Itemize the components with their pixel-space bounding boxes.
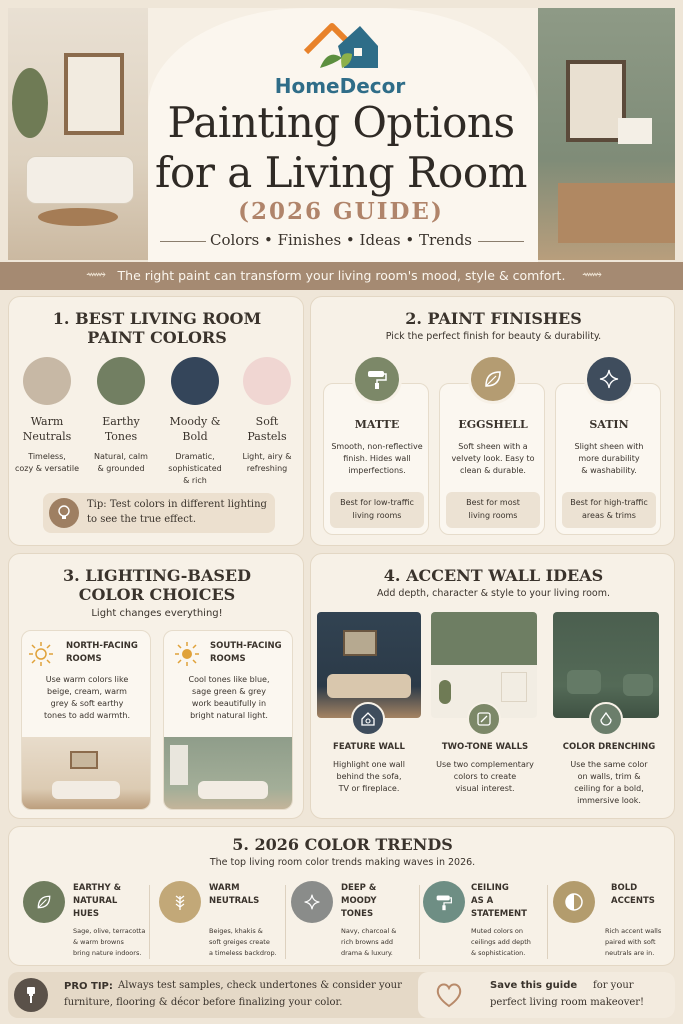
room-heading: ROOMS [210,654,246,664]
finish-desc: & washability. [581,466,637,475]
swatch [11,355,83,495]
lighting-subtitle: Light changes everything! [91,608,223,619]
swatch [231,355,303,495]
finish-desc: Soft sheen with a [458,442,528,451]
tagline-divider-right [478,241,524,242]
finishes-card [310,296,675,546]
finish-desc: velvety look. Easy to [451,454,535,463]
north-room-box [21,630,151,810]
finish-eggshell [439,383,545,535]
sparkle-icon [584,354,634,404]
accent-name: FEATURE WALL [333,742,405,752]
color-swatch [97,357,145,405]
accent-title: 4. ACCENT WALL IDEAS [383,566,604,585]
trend-desc: & warm browns [73,938,124,946]
finish-desc: Slight sheen with [574,442,644,451]
tagline: Colors • Finishes • Ideas • Trends [209,231,472,249]
north-room-photo [22,737,151,810]
finishes-subtitle: Pick the perfect finish for beauty & durability. [385,331,602,342]
finish-satin [555,383,661,535]
best-for-text: living rooms [352,511,402,520]
accent-desc: ceiling for a bold, [574,784,644,793]
accent-desc: on walls, trim & [577,772,641,781]
swatch-desc: cozy & versatile [14,464,80,473]
trend-heading: HUES [73,909,99,919]
best-for-text: Best for low-traffic [340,498,414,507]
wheat-icon [159,881,201,923]
trend-item [151,877,281,965]
page-title-line2: for a Living Room [155,148,527,197]
best-for-text: areas & trims [582,511,636,520]
trend-desc: & sophistication. [471,949,526,957]
trend-heading: ACCENTS [611,896,655,906]
finish-matte [323,383,429,535]
room-heading: ROOMS [66,654,102,664]
paint-roller-icon [423,881,465,923]
trend-heading: NEUTRALS [209,896,260,906]
edit-icon [467,702,501,736]
best-for-text: living rooms [468,511,518,520]
accent-subtitle: Add depth, character & style to your living room. [377,588,610,599]
room-heading: SOUTH-FACING [210,641,282,651]
coffee-table [38,208,118,226]
accent-desc: TV or fireplace. [338,784,400,793]
trend-desc: a timeless backdrop. [209,949,277,957]
pro-tip-label: PRO TIP: [64,981,113,992]
trend-heading: CEILING [471,883,509,893]
swatch-desc: & grounded [97,464,145,473]
accent-desc: immersive look. [577,796,641,805]
room-desc: sage green & grey [192,687,266,696]
accent-card [310,553,675,819]
trend-desc: Beiges, khakis & [209,927,263,935]
wall-art [566,60,626,142]
lighting-card [8,553,304,819]
half-circle-icon [553,881,595,923]
colors-title-line2: PAINT COLORS [87,328,227,347]
leaf-icon [468,354,518,404]
save-text: for your [593,980,634,991]
swatch-name: Bold [182,430,208,443]
room-desc: beige, cream, warm [47,687,127,696]
colors-title-line1: 1. BEST LIVING ROOM [52,309,262,328]
accent-desc: Use the same color [570,760,648,769]
color-swatch [243,357,291,405]
finish-desc: Smooth, non-reflective [331,442,423,451]
divider [547,885,548,959]
accent-name: TWO-TONE WALLS [441,742,529,752]
sun-icon [28,641,54,667]
save-box[interactable] [418,972,675,1018]
finish-desc: imperfections. [348,466,406,475]
trend-heading: NATURAL [73,896,118,906]
lightbulb-icon [49,498,79,528]
trend-desc: Sage, olive, terracotta [73,927,146,935]
sparkle-icon [291,881,333,923]
trend-heading: BOLD [611,883,638,893]
swatch-desc: Natural, calm [94,452,148,461]
trends-title: 5. 2026 COLOR TRENDS [232,835,453,854]
best-for-badge [330,492,424,528]
trend-heading: MOODY [341,896,377,906]
trends-card [8,826,675,966]
trend-desc: paired with soft [605,938,656,946]
accent-desc: visual interest. [455,784,515,793]
swatch-name: Soft [255,415,279,428]
save-text: perfect living room makeover! [490,997,645,1008]
swatch [159,355,231,495]
swatch-name: Tones [104,430,138,443]
trend-desc: Navy, charcoal & [341,927,397,935]
divider [419,885,420,959]
lamp [618,118,652,144]
room-desc: grey & soft earthy [50,699,124,708]
color-swatch [171,357,219,405]
tip-box [43,493,275,533]
swatch-desc: Dramatic, [175,452,215,461]
pro-tip-text: furniture, flooring & décor before finalizing your color. [64,997,343,1008]
trend-heading: EARTHY & [73,883,121,893]
leaf-ornament-icon: ⟿ [582,267,603,283]
divider [149,885,150,959]
finish-name: SATIN [589,418,629,431]
trend-desc: neutrals are in. [605,949,655,957]
swatch-desc: Timeless, [28,452,66,461]
room-desc: tones to add warmth. [43,711,131,720]
trend-desc: drama & luxury. [341,949,393,957]
trend-heading: DEEP & [341,883,377,893]
sideboard [558,183,675,243]
swatch-desc: & rich [183,476,207,485]
trend-desc: Rich accent walls [605,927,662,935]
accent-desc: colors to create [453,772,517,781]
plant [12,68,48,138]
room-desc: bright natural light. [190,711,268,720]
banner [0,262,683,290]
room-desc: Cool tones like blue, [188,675,270,684]
trend-desc: rich browns add [341,938,393,946]
finish-name: MATTE [354,418,400,431]
heart-icon [434,981,464,1009]
accent-desc: Use two complementary [436,760,534,769]
colors-card [8,296,304,546]
trend-desc: ceilings add depth [471,938,531,946]
accent-desc: Highlight one wall [333,760,405,769]
tagline-divider-left [160,241,206,242]
trend-desc: soft greiges create [209,938,270,946]
trend-item [287,877,417,965]
swatch-name: Earthy [102,415,140,428]
footer-bar [8,972,675,1018]
leaf-ornament-icon: ⟿ [86,267,107,283]
room-desc: work beautifully in [191,699,267,708]
finish-desc: clean & durable. [460,466,526,475]
swatch-desc: refreshing [246,464,288,473]
page-title-line1: Painting Options [167,98,515,147]
trend-item [421,877,551,965]
swatch-name: Warm [30,415,64,428]
lighting-title-line1: 3. LIGHTING-BASED [63,566,251,585]
divider [285,885,286,959]
best-for-text: Best for high-traffic [570,498,648,507]
paint-brush-icon [14,978,48,1012]
banner-text: The right paint can transform your living room's mood, style & comfort. [117,268,566,283]
room-desc: Use warm colors like [45,675,129,684]
trend-heading: TONES [341,909,374,919]
wall-art [64,53,124,135]
south-room-photo [164,737,293,810]
best-for-text: Best for most [466,498,520,507]
leaf-icon [23,881,65,923]
finishes-title: 2. PAINT FINISHES [405,309,582,328]
guide-label: (2026 GUIDE) [238,198,444,225]
south-room-box [163,630,293,810]
best-for-badge [446,492,540,528]
swatch-name: Neutrals [22,430,72,443]
trend-heading: WARM [209,883,240,893]
brand-name: HomeDecor [274,74,406,98]
swatch [85,355,157,495]
house-icon [351,702,385,736]
save-text-bold: Save this guide [490,980,578,991]
finish-name: EGGSHELL [458,418,528,431]
trend-heading: AS A [471,896,494,906]
room-heading: NORTH-FACING [66,641,138,651]
finish-desc: finish. Hides wall [343,454,411,463]
best-for-badge [562,492,656,528]
color-swatch [23,357,71,405]
finish-desc: more durability [578,454,640,463]
tip-text: to see the true effect. [87,514,196,525]
swatch-name: Pastels [247,430,287,443]
trend-item [549,877,673,965]
swatch-desc: sophisticated [168,464,222,473]
tip-text: Tip: Test colors in different lighting [87,499,267,510]
brand-logo [298,18,384,76]
trend-desc: Muted colors on [471,927,524,935]
swatch-name: Moody & [169,415,221,428]
accent-desc: behind the sofa, [336,772,402,781]
trend-desc: bring nature indoors. [73,949,142,957]
swatch-desc: Light, airy & [242,452,292,461]
trend-heading: STATEMENT [471,909,527,919]
pro-tip-text: Always test samples, check undertones & consider your [118,980,402,991]
lighting-title-line2: COLOR CHOICES [78,585,236,604]
accent-name: COLOR DRENCHING [562,742,656,752]
drop-icon [589,702,623,736]
trend-item [13,877,146,965]
trends-subtitle: The top living room color trends making waves in 2026. [209,857,476,868]
paint-roller-icon [352,354,402,404]
sun-icon [174,641,200,667]
